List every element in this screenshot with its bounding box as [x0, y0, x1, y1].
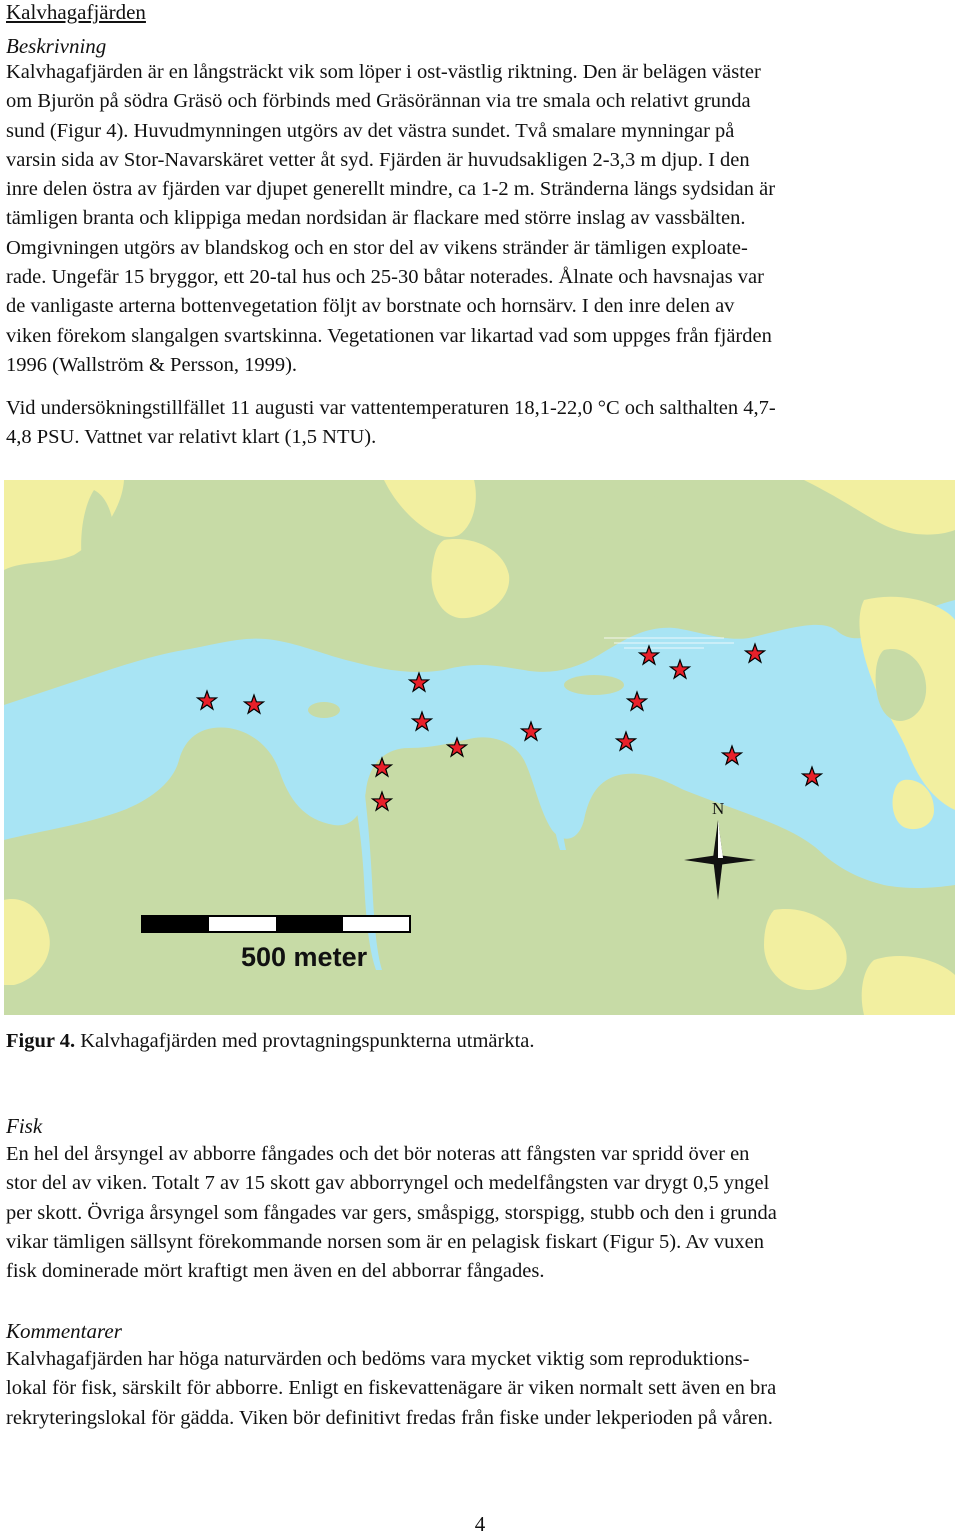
fisk-paragraph	[6, 1140, 954, 1286]
caption-text: Kalvhagafjärden med provtagningspunkterna utmärkta.	[75, 1030, 535, 1052]
text-line: de vanligaste arterna bottenvegetation följt av borstnate och hornsärv. I den inre delen av	[6, 295, 735, 318]
scale-segment	[142, 916, 209, 932]
text-line: Vid undersökningstillfället 11 augusti var vattentemperaturen 18,1-22,0 °C och salthalten 4,7-	[6, 397, 776, 419]
text-line: varsin sida av Stor-Navarskäret vetter åt syd. Fjärden är huvudsakligen 2-3,3 m djup. I den	[6, 148, 750, 171]
beskrivning-paragraph	[6, 58, 954, 380]
north-label: N	[712, 799, 725, 818]
scale-segment	[276, 916, 343, 932]
page-number: 4	[474, 1512, 486, 1536]
text-line: rade. Ungefär 15 bryggor, ett 20-tal hus och 25-30 båtar noterades. Ålnate och havsnajas var	[6, 266, 764, 289]
text-line: Kalvhagafjärden har höga naturvärden och bedöms vara mycket viktig som reproduktions-	[6, 1348, 750, 1370]
text-line: stor del av viken. Totalt 7 av 15 skott gav abborryngel och medelfångsten var drygt 0,5 yngel	[6, 1172, 770, 1195]
kommentarer-heading: Kommentarer	[6, 1319, 122, 1343]
conditions-paragraph	[6, 394, 954, 453]
kommentarer-paragraph	[6, 1345, 954, 1433]
island	[308, 702, 340, 718]
text-line: sund (Figur 4). Huvudmynningen utgörs av det västra sundet. Två smalare mynningar på	[6, 119, 735, 142]
section-title: Kalvhagafjärden	[6, 0, 146, 24]
island	[564, 675, 624, 695]
text-line: viken förekom slangalgen svartskinna. Vegetationen var likartad vad som uppges från fjärden	[6, 324, 772, 347]
scale-label: 500 meter	[241, 942, 368, 972]
text-line: tämligen branta och klippiga medan nordsidan är flackare med större inslag av vassbälten.	[6, 207, 746, 230]
text-line: per skott. Övriga årsyngel som fångades var gers, småspigg, storspigg, stubb och den i grunda	[6, 1201, 777, 1224]
text-line: En hel del årsyngel av abborre fångades och det bör noteras att fångsten var spridd över en	[6, 1143, 750, 1165]
fisk-heading: Fisk	[6, 1114, 43, 1138]
text-line: inre delen östra av fjärden var djupet generellt mindre, ca 1-2 m. Stränderna längs sydsidan är	[6, 178, 776, 201]
figure-map	[4, 480, 955, 1015]
text-line: om Bjurön på södra Gräsö och förbinds med Gräsörännan via tre smala och relativt grunda	[6, 90, 751, 113]
text-line: fisk dominerade mört kraftigt men även en del abborrar fångades.	[6, 1260, 545, 1283]
beskrivning-heading: Beskrivning	[6, 34, 107, 58]
text-line: rekryteringslokal för gädda. Viken bör definitivt fredas från fiske under lekperioden på våren.	[6, 1406, 773, 1429]
text-line: 4,8 PSU. Vattnet var relativt klart (1,5 NTU).	[6, 426, 377, 449]
text-line: 1996 (Wallström & Persson, 1999).	[6, 353, 298, 376]
island	[387, 942, 431, 978]
map-svg	[4, 480, 955, 1015]
caption-label: Figur 4.	[6, 1030, 76, 1052]
figure-caption	[6, 1029, 535, 1053]
text-line: vikar tämligen sällsynt förekommande norsen som är en pelagisk fiskart (Figur 5). Av vuxen	[6, 1230, 764, 1253]
text-line: lokal för fisk, särskilt för abborre. Enligt en fiskevattenägare är viken normalt sett även en bra	[6, 1377, 777, 1400]
text-line: Omgivningen utgörs av blandskog och en stor del av vikens stränder är tämligen exploate-	[6, 236, 748, 259]
text-line: Kalvhagafjärden är en långsträckt vik som löper i ost-västlig riktning. Den är belägen väster	[6, 61, 761, 83]
